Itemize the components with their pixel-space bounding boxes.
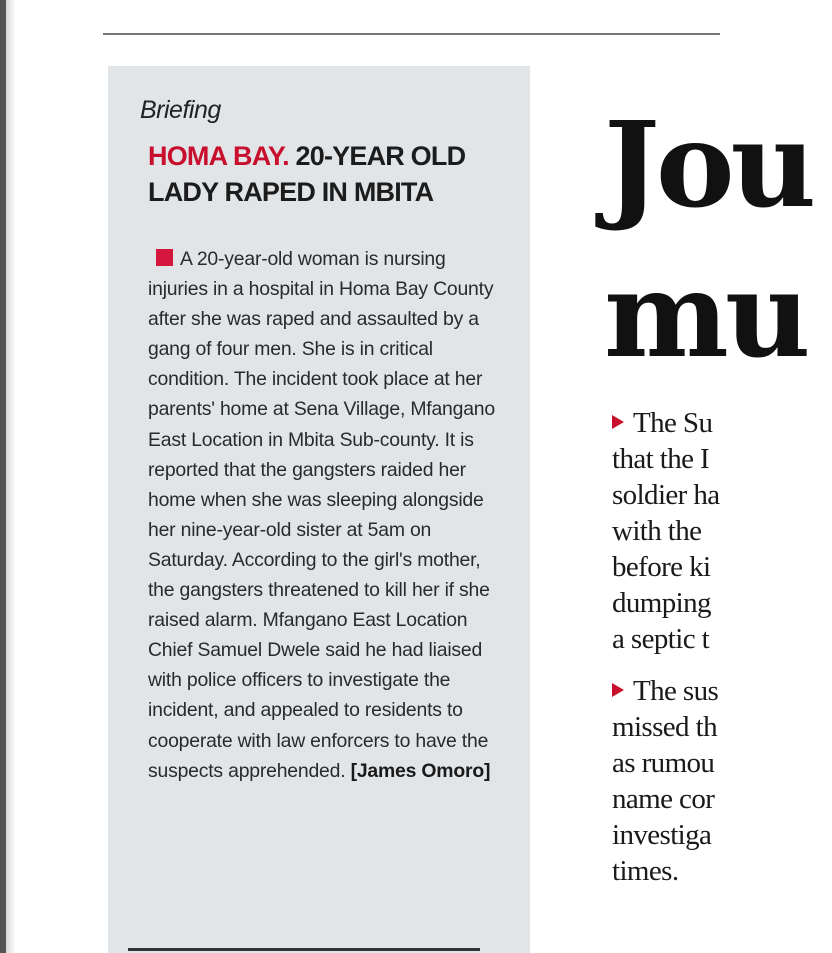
main-article-body — [612, 405, 832, 905]
briefing-kicker: Briefing — [140, 96, 221, 124]
main-line: The Su — [633, 407, 713, 439]
briefing-bottom-rule — [128, 948, 480, 951]
triangle-bullet-icon — [612, 415, 624, 429]
main-line: times. — [612, 855, 679, 887]
story-bullet-icon — [156, 249, 173, 266]
main-paragraph — [612, 405, 832, 657]
main-headline-line: mu — [604, 245, 807, 384]
headline-place: HOMA BAY. — [148, 141, 289, 171]
headline-text: 20-YEAR OLD LADY RAPED IN MBITA — [148, 141, 466, 207]
main-line: a septic t — [612, 623, 710, 655]
main-line: as rumou — [612, 747, 715, 779]
main-line: with the — [612, 515, 702, 547]
main-paragraph — [612, 673, 832, 889]
main-line: dumping — [612, 587, 711, 619]
briefing-headline — [148, 138, 508, 210]
main-line: that the I — [612, 443, 710, 475]
main-headline-line: Jou — [604, 95, 813, 234]
story-text: A 20-year-old woman is nursing injuries in a hospital in Homa Bay County after she was raped and assaulted by a gang of four men. She is in critical condition. The incident took place at her parents' home at Sena Village, Mfangano East Location in Mbita Sub-county. It is reported that the gangsters raided her home when she was sleeping alongside her nine-year-old sister at 5am on Saturday. According to the girl's mother, the gangsters threatened to kill her if she raised alarm. Mfangano East Location Chief Samuel Dwele said he had liaised with police officers to investigate the incident, and appealed to residents to cooperate with law enforcers to have the suspects apprehended. — [148, 248, 495, 782]
main-line: missed th — [612, 711, 717, 743]
top-rule — [103, 33, 720, 35]
main-line: The sus — [633, 675, 719, 707]
main-line: soldier ha — [612, 479, 720, 511]
main-line: name cor — [612, 783, 715, 815]
page-gutter-shadow — [6, 0, 16, 953]
story-byline: [James Omoro] — [350, 759, 491, 782]
triangle-bullet-icon — [612, 683, 624, 697]
main-line: before ki — [612, 551, 711, 583]
briefing-box — [108, 66, 530, 953]
main-line: investiga — [612, 819, 712, 851]
main-headline — [604, 90, 813, 390]
briefing-story — [148, 244, 504, 786]
